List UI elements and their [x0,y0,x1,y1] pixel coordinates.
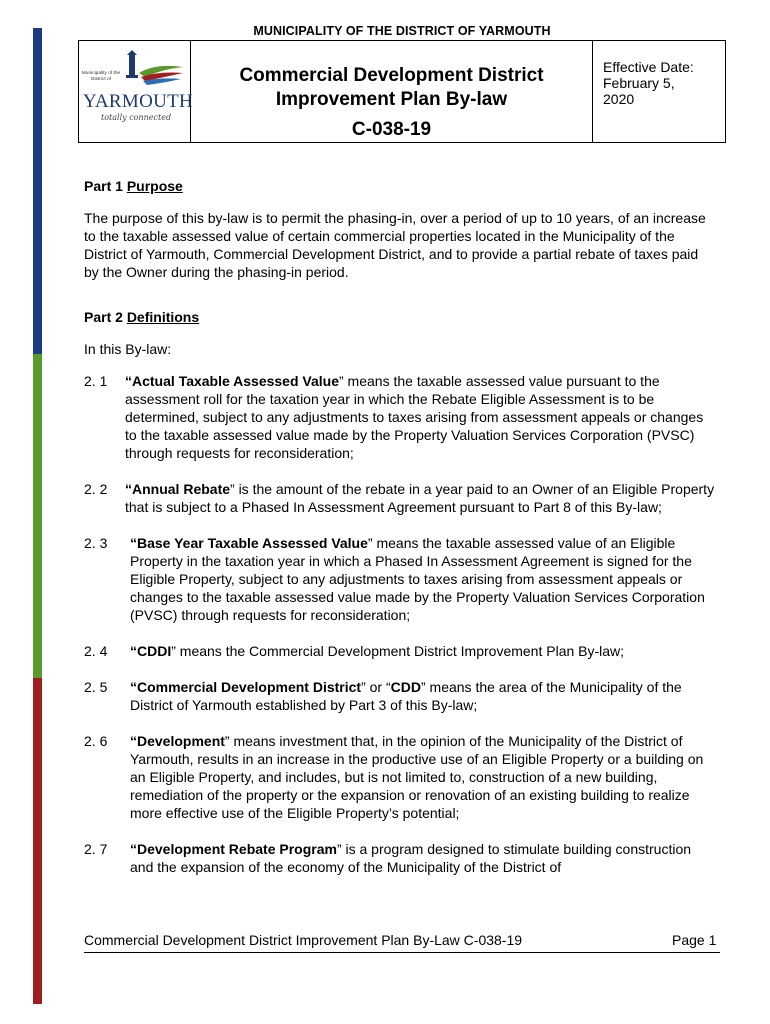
lighthouse-icon [115,49,185,91]
definition-body: ” means the taxable assessed value pursuant to the assessment roll for the taxation year in which the Rebate Eligible Assessment is to be determined, subject to any adjustments to taxes arising from assessment appeals or changes to the taxable assessed value made by the Property Valuation Services Corporation (PVSC) through requests for reconsideration; [125,373,704,461]
definition-term: “Actual Taxable Assessed Value [125,373,339,389]
left-color-bar-red [33,678,42,1004]
bylaw-code: C-038-19 [351,119,432,140]
definition-body: ” means investment that, in the opinion of the Municipality of the District of Yarmouth, results in an increase in the productive use of an Eligible Property or a building on an Eligible Property, and includes, but is not limited to, construction of a new building, remediation of the property or the expansion or renovation of an existing building to realize more effective use of the Eligible Property’s potential; [130,733,704,821]
logo-tagline: totally connected [101,113,172,122]
left-color-bar-blue [33,28,42,354]
title-line-1: Commercial Development District [239,65,544,86]
effective-date-line-3: 2020 [603,91,635,107]
definition-text [130,642,716,660]
definition-term-2: CDD [390,679,421,695]
part1-heading [84,177,716,195]
definition-number: 2. 3 [84,535,108,551]
part1-label: Part 1 [84,178,123,194]
definition-number: 2. 4 [84,643,108,659]
part2-title: Definitions [126,309,200,325]
definition-body: ” means the taxable assessed value of an Eligible Property in the taxation year in which a Phased In Assessment Agreement is signed for the Eligible Property, subject to any adjustments to taxes arising from assessment appeals or changes to the taxable assessed value made by the Property Valuation Services Corporation (PVSC) through requests for reconsideration; [130,535,705,623]
page-number: Page 1 [672,932,717,948]
footer-title: Commercial Development District Improvement Plan By-Law C-038-19 [84,932,523,948]
part2-intro: In this By-law: [84,341,172,357]
definition-text [125,372,716,462]
footer-divider [84,952,720,953]
definition-term: “Commercial Development District [130,679,362,695]
definition-body: ” is the amount of the rebate in a year paid to an Owner of an Eligible Property that is subject to a Phased In Assessment Agreement pursuant to Part 8 of this By-law; [125,481,715,515]
definition-text [130,732,716,822]
document-body [84,177,716,894]
logo [79,41,194,142]
definition-number: 2. 6 [84,733,108,749]
title-line-2: Improvement Plan By-law [275,89,508,110]
part1-text: The purpose of this by-law is to permit the phasing-in, over a period of up to 10 years, of an increase to the taxable assessed value of certain commercial properties located in the Municipality of the District of Yarmouth, Commercial Development District, and to provide a partial rebate of taxes paid by the Owner during the phasing-in period. [84,210,706,280]
definition-body: ” means the Commercial Development District Improvement Plan By-law; [171,643,625,659]
part2-label: Part 2 [84,309,123,325]
left-color-bar-green [33,354,42,678]
definition-number: 2. 2 [84,481,108,497]
definition-text [125,480,716,516]
definition-number: 2. 7 [84,841,108,857]
definition-term: “CDDI [130,643,172,659]
definition-term: “Development Rebate Program [130,841,337,857]
logo-wordmark: YARMOUTH [83,91,194,112]
definition-number: 2. 1 [84,373,108,389]
definition-item [84,372,716,462]
definition-term: “Base Year Taxable Assessed Value [130,535,368,551]
definition-connector: ” or “ [361,679,391,695]
definition-item [84,732,716,822]
header-table [78,40,726,143]
definition-body: ” means the area of the Municipality of the District of Yarmouth established by Part 3 of this By-law; [130,679,682,713]
effective-date-label: Effective Date: [603,59,694,75]
definition-number: 2. 5 [84,679,108,695]
definition-body: ” is a program designed to stimulate building construction and the expansion of the economy of the Municipality of the District of [130,841,692,875]
municipality-title: MUNICIPALITY OF THE DISTRICT OF YARMOUTH [253,24,551,38]
definition-item [84,534,716,624]
part2-heading [84,308,716,326]
definition-item [84,840,716,876]
definition-item [84,480,716,516]
definition-text [130,840,716,876]
document-title [191,41,593,142]
effective-date [593,41,725,142]
part1-title: Purpose [126,178,183,194]
effective-date-line-2: February 5, [603,75,675,91]
definition-term: “Annual Rebate [125,481,231,497]
definition-text [130,678,716,714]
definition-item [84,678,716,714]
logo-small-text: Municipality of the District of [81,71,121,82]
definition-term: “Development [130,733,225,749]
definition-text [130,534,716,624]
definition-item [84,642,716,660]
